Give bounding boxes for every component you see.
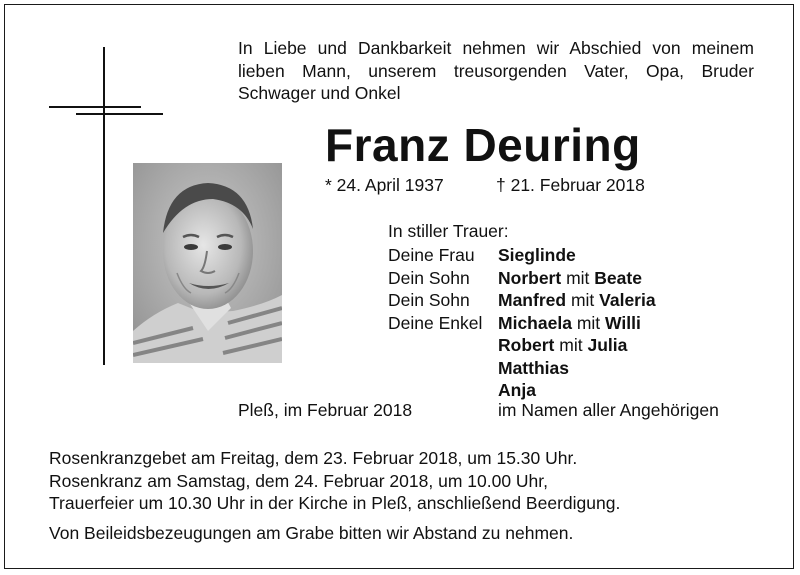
mourner-relation: Dein Sohn xyxy=(388,267,470,288)
mourner-conjunction: mit xyxy=(559,335,583,355)
mourner-relation: Dein Sohn xyxy=(388,290,470,310)
mourner-relation: Deine Enkel xyxy=(388,312,483,333)
mourner-conjunction: mit xyxy=(566,267,590,288)
intro-line: Schwager und Onkel xyxy=(238,83,401,103)
cross-horizontal-bar xyxy=(49,106,141,108)
place-date: Pleß, im Februar 2018 xyxy=(238,400,413,420)
mourner-row xyxy=(388,334,656,357)
mourner-name: Michaela xyxy=(498,312,572,333)
mourner-name: Robert xyxy=(498,335,555,355)
on-behalf-text: im Namen aller Angehörigen xyxy=(498,400,719,420)
deceased-name: Franz Deuring xyxy=(325,119,641,171)
mourner-name: Sieglinde xyxy=(498,245,576,265)
mourner-name: Norbert xyxy=(498,267,562,288)
mourner-relation xyxy=(388,334,498,357)
intro-line: lieben Mann, unserem treusorgenden Vater, Opa, Bruder xyxy=(238,60,754,81)
mourner-partner-name: Valeria xyxy=(599,290,656,310)
mourner-relation xyxy=(388,357,498,380)
mourner-row xyxy=(388,289,656,312)
mourning-title: In stiller Trauer: xyxy=(388,221,509,241)
mourner-conjunction: mit xyxy=(570,290,595,310)
mourner-row xyxy=(388,267,656,290)
mourners-list xyxy=(388,244,656,402)
service-line: Trauerfeier um 10.30 Uhr in der Kirche in Pleß, anschließend Beerdigung. xyxy=(49,493,621,513)
mourner-relation xyxy=(388,379,498,402)
mourner-conjunction: mit xyxy=(576,312,601,333)
mourner-relation: Deine Frau xyxy=(388,245,475,265)
mourner-name: Anja xyxy=(498,380,536,400)
intro-text xyxy=(238,37,754,105)
mourner-row xyxy=(388,357,656,380)
death-date: † 21. Februar 2018 xyxy=(496,175,645,195)
service-line: Rosenkranz am Samstag, dem 24. Februar 2018, um 10.00 Uhr, xyxy=(49,470,549,491)
mourner-row xyxy=(388,379,656,402)
cross-vertical-bar xyxy=(103,47,105,365)
mourner-name: Matthias xyxy=(498,357,569,378)
service-line: Rosenkranzgebet am Freitag, dem 23. Februar 2018, um 15.30 Uhr. xyxy=(49,448,578,468)
mourner-partner-name: Beate xyxy=(594,267,642,288)
cross-horizontal-bar-offset xyxy=(76,113,163,115)
mourner-name: Manfred xyxy=(498,290,567,310)
portrait-image xyxy=(133,163,282,363)
intro-line: In Liebe und Dankbarkeit nehmen wir Abschied von meinem xyxy=(238,38,754,58)
mourner-row xyxy=(388,312,656,335)
portrait-photo xyxy=(133,163,282,363)
mourner-partner-name: Julia xyxy=(587,335,628,355)
mourner-row xyxy=(388,244,656,267)
closing-note: Von Beileidsbezeugungen am Grabe bitten wir Abstand zu nehmen. xyxy=(49,523,574,543)
birth-date: * 24. April 1937 xyxy=(325,175,444,195)
mourner-partner-name: Willi xyxy=(605,312,641,333)
services-info xyxy=(49,447,620,515)
